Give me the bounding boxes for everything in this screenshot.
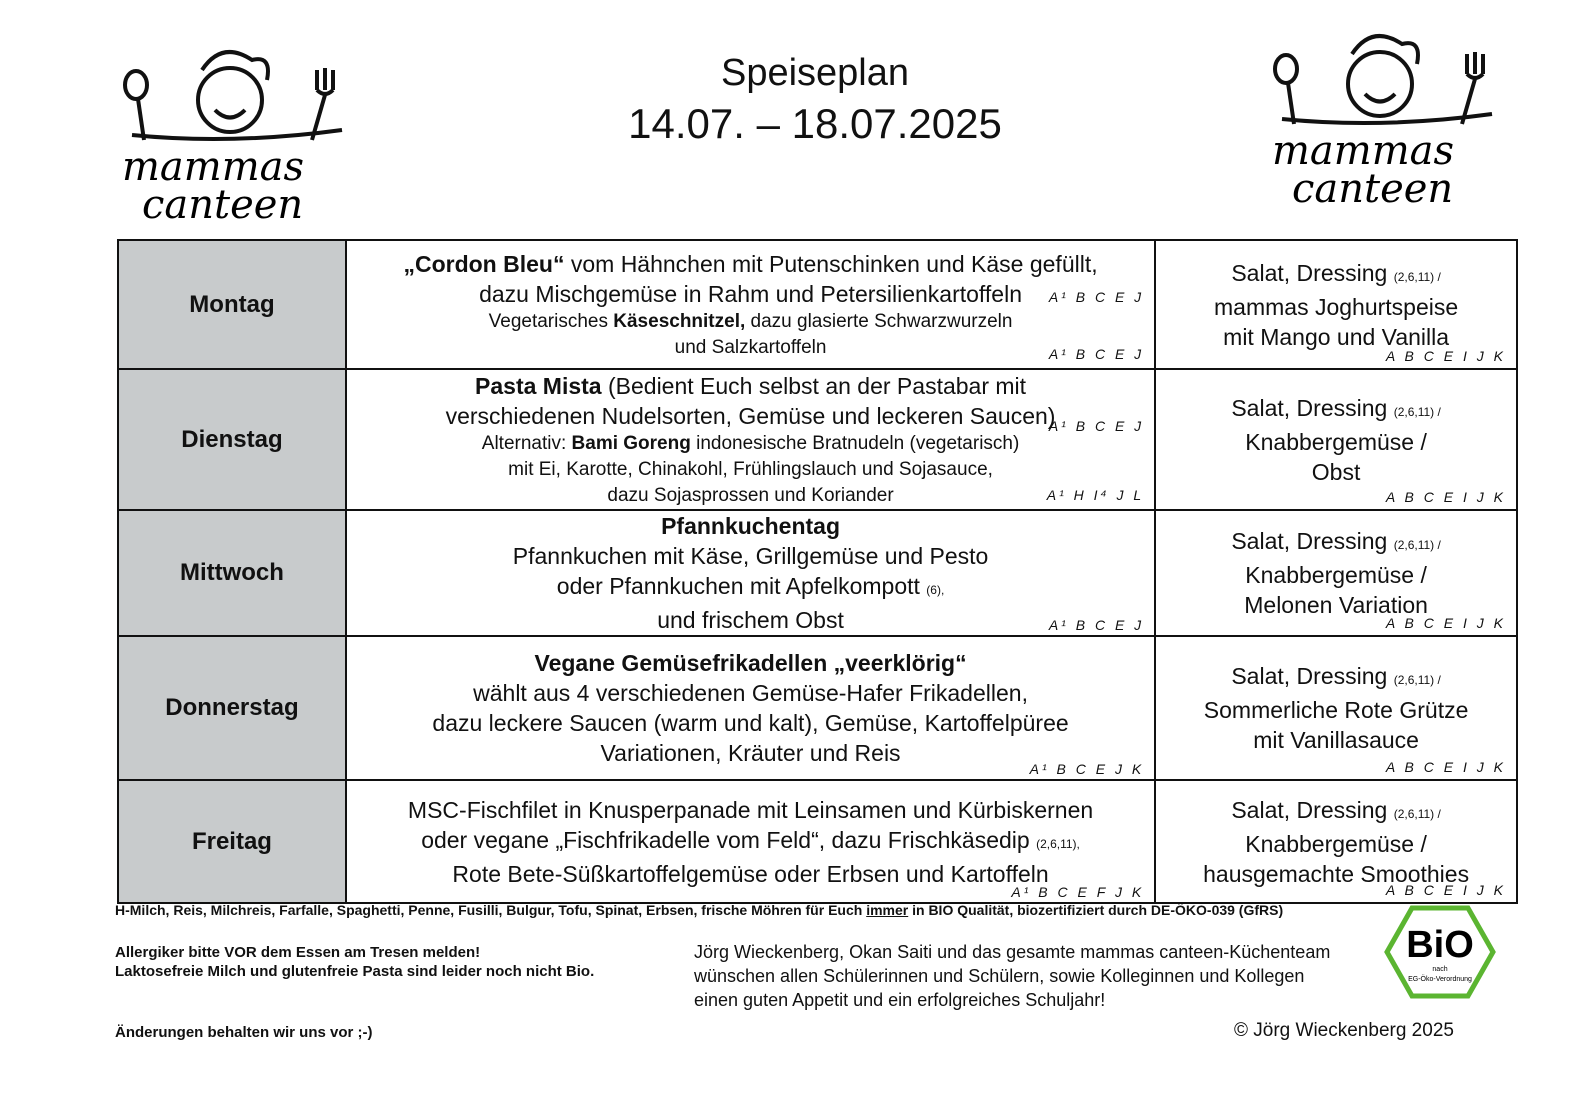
day-label: Dienstag <box>118 369 346 510</box>
menu-row <box>118 510 1517 636</box>
day-label: Freitag <box>118 780 346 903</box>
side-line: hausgemachte Smoothies <box>1203 860 1470 887</box>
bio-seal-logo <box>1384 905 1496 999</box>
menu-row <box>118 636 1517 780</box>
menu-row <box>118 369 1517 510</box>
svg-text:nach: nach <box>1432 966 1448 973</box>
side-line: Salat, Dressing (2,6,11) / <box>1231 394 1441 421</box>
side-line: Salat, Dressing (2,6,11) / <box>1231 528 1441 554</box>
dish-line: und Salzkartoffeln <box>674 336 827 358</box>
thanks-line: wünschen allen Schülerinnen und Schülern, sowie Kolleginnen und Kollegen <box>694 966 1305 986</box>
side-line: Knabbergemüse / <box>1245 830 1427 857</box>
main-dish-cell <box>346 240 1155 369</box>
allergen-codes: A¹ B C E F J K <box>1011 884 1145 900</box>
side-line: Salat, Dressing (2,6,11) / <box>1231 796 1441 823</box>
dish-line: Vegane Gemüsefrikadellen „veerklörig“ <box>534 650 967 676</box>
allergen-codes: A B C E I J K <box>1385 489 1506 505</box>
dish-line: mit Ei, Karotte, Chinakohl, Frühlingslauch und Sojasauce, <box>508 458 993 480</box>
svg-text:EG-Öko-Verordnung: EG-Öko-Verordnung <box>1408 976 1472 983</box>
mammas-canteen-logo-left <box>112 40 352 230</box>
dish-line: Pfannkuchentag <box>661 513 840 539</box>
dish-line: Vegetarisches Käseschnitzel, dazu glasierte Schwarzwurzeln <box>488 310 1013 332</box>
allergen-codes: A¹ B C E J <box>1048 617 1145 633</box>
dish-line: „Cordon Bleu“ vom Hähnchen mit Putenschinken und Käse gefüllt, <box>403 250 1098 277</box>
dish-line: Rote Bete-Süßkartoffelgemüse oder Erbsen und Kartoffeln <box>452 860 1049 887</box>
dish-line: Pfannkuchen mit Käse, Grillgemüse und Pesto <box>512 543 989 569</box>
day-label: Mittwoch <box>118 510 346 636</box>
side-line: Knabbergemüse / <box>1245 562 1427 588</box>
copyright: © Jörg Wieckenberg 2025 <box>1234 1020 1454 1041</box>
allergen-codes: A¹ B C E J <box>1048 346 1145 362</box>
thanks-line: einen guten Appetit und ein erfolgreiches Schuljahr! <box>694 990 1106 1010</box>
allergen-codes: A B C E I J K <box>1385 759 1506 775</box>
date-range: 14.07. – 18.07.2025 <box>628 100 1002 147</box>
dish-line: dazu Sojasprossen und Koriander <box>607 484 894 506</box>
menu-row <box>118 240 1517 369</box>
side-line: Salat, Dressing (2,6,11) / <box>1231 663 1441 689</box>
side-line: mammas Joghurtspeise <box>1214 293 1459 320</box>
dish-line: oder vegane „Fischfrikadelle vom Feld“, dazu Frischkäsedip (2,6,11), <box>421 826 1080 853</box>
side-dish-cell <box>1155 369 1517 510</box>
side-dish-cell <box>1155 510 1517 636</box>
side-line: Knabbergemüse / <box>1245 428 1427 455</box>
svg-text:BiO: BiO <box>1406 924 1474 966</box>
side-line: mit Vanillasauce <box>1253 727 1419 753</box>
side-dish-cell <box>1155 780 1517 903</box>
svg-text:canteen: canteen <box>1292 166 1454 212</box>
allergy-notice: Allergiker bitte VOR dem Essen am Tresen melden! <box>115 944 481 961</box>
side-dish-cell <box>1155 636 1517 780</box>
day-label: Montag <box>118 240 346 369</box>
side-line: Obst <box>1311 458 1361 485</box>
side-dish-cell <box>1155 240 1517 369</box>
main-dish-cell <box>346 510 1155 636</box>
dish-line: MSC-Fischfilet in Knusperpanade mit Leinsamen und Kürbiskernen <box>407 796 1094 823</box>
svg-text:mammas: mammas <box>122 144 305 190</box>
dish-line: wählt aus 4 verschiedenen Gemüse-Hafer Frikadellen, <box>473 680 1028 706</box>
thanks-message <box>694 940 1330 1012</box>
changes-notice: Änderungen behalten wir uns vor ;-) <box>115 1024 373 1041</box>
side-line: Salat, Dressing (2,6,11) / <box>1231 259 1441 286</box>
dish-line: und frischem Obst <box>657 607 844 633</box>
page-title: Speiseplan <box>720 52 910 94</box>
dish-line: dazu leckere Saucen (warm und kalt), Gemüse, Kartoffelpüree <box>432 710 1069 736</box>
dish-line: Alternativ: Bami Goreng indonesische Bratnudeln (vegetarisch) <box>481 432 1020 454</box>
menu-row <box>118 780 1517 903</box>
dish-line: Variationen, Kräuter und Reis <box>600 740 901 766</box>
dish-line: Pasta Mista (Bedient Euch selbst an der Pastabar mit <box>475 372 1027 399</box>
dish-line: dazu Mischgemüse in Rahm und Petersilienkartoffeln <box>479 280 1022 307</box>
thanks-line: Jörg Wieckenberg, Okan Saiti und das gesamte mammas canteen-Küchenteam <box>694 942 1331 962</box>
svg-text:canteen: canteen <box>142 182 304 228</box>
side-line: Melonen Variation <box>1244 592 1428 618</box>
allergen-codes: A¹ B C E J K <box>1029 761 1145 777</box>
dish-line: oder Pfannkuchen mit Apfelkompott (6), <box>556 573 945 599</box>
allergen-codes: A B C E I J K <box>1385 882 1506 898</box>
day-label: Donnerstag <box>118 636 346 780</box>
menu-table <box>117 239 1518 904</box>
main-dish-cell <box>346 369 1155 510</box>
mammas-canteen-logo-right <box>1262 24 1502 214</box>
allergen-codes: A B C E I J K <box>1385 348 1506 364</box>
main-dish-cell <box>346 780 1155 903</box>
main-dish-cell <box>346 636 1155 780</box>
lactose-notice: Laktosefreie Milch und glutenfreie Pasta sind leider noch nicht Bio. <box>115 963 595 980</box>
svg-text:mammas: mammas <box>1272 128 1455 174</box>
allergen-codes: A¹ H I⁴ J L <box>1046 487 1145 503</box>
side-line: mit Mango und Vanilla <box>1223 323 1450 350</box>
side-line: Sommerliche Rote Grütze <box>1203 697 1469 723</box>
allergen-codes: A¹ B C E J <box>1048 418 1145 434</box>
dish-line: verschiedenen Nudelsorten, Gemüse und leckeren Saucen) <box>445 402 1056 429</box>
bio-notice: H-Milch, Reis, Milchreis, Farfalle, Spaghetti, Penne, Fusilli, Bulgur, Tofu, Spinat, Erbsen, frische Möhren für Euch immer in BIO Qualität, biozertifiziert durch DE-ÖKO-039 (GfRS) <box>115 902 1284 918</box>
allergen-codes: A B C E I J K <box>1385 615 1506 631</box>
allergen-codes: A¹ B C E J <box>1048 289 1145 305</box>
